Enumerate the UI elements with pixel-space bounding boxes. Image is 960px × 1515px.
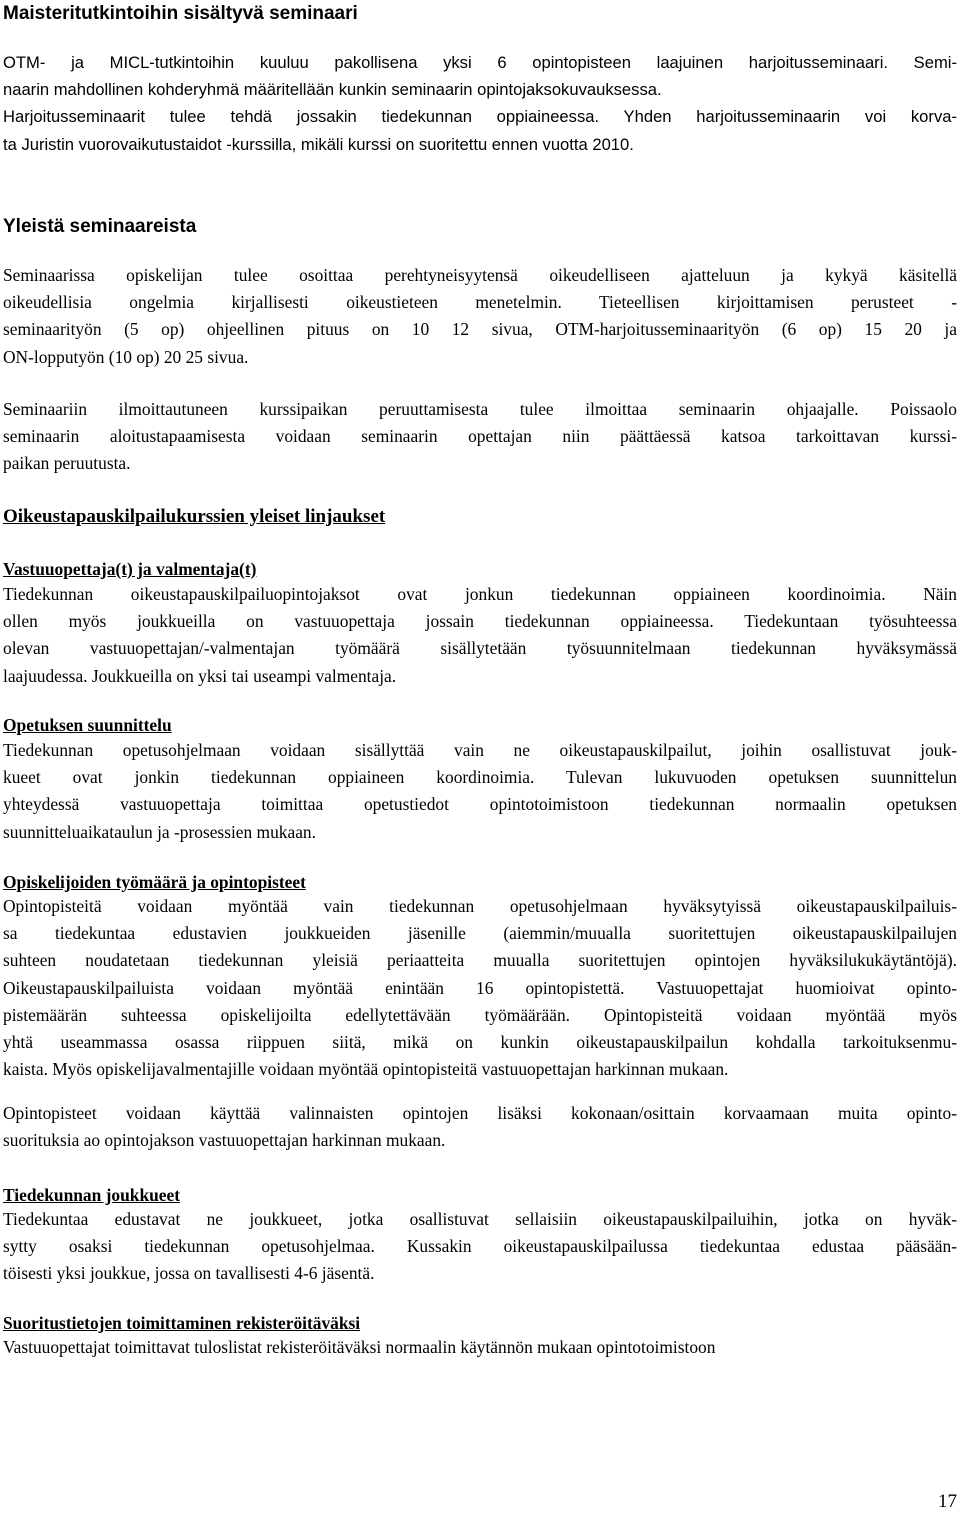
- text-line: yhteydessä vastuuopettaja toimittaa opetustiedot opintotoimistoon tiedekunnan normaalin opetuksen: [3, 794, 957, 815]
- subheading-suoritus: Suoritustietojen toimittaminen rekisteröitäväksi: [3, 1313, 361, 1333]
- text-line: Opintopisteet voidaan käyttää valinnaisten opintojen lisäksi kokonaan/osittain korvaamaan muita opinto-: [3, 1103, 957, 1123]
- vastuu-paragraph: [3, 581, 957, 690]
- text-line: laajuudessa. Joukkueilla on yksi tai useampi valmentaja.: [3, 665, 397, 686]
- text-line: Seminaarissa opiskelijan tulee osoittaa perehtyneisyytensä oikeudelliseen ajatteluun ja kykyä käsitellä: [3, 265, 957, 285]
- text-line: naarin mahdollinen kohderyhmä määritellään kunkin seminaarin opintojaksokuvauksessa.: [3, 80, 662, 100]
- yleista-paragraph-1: [3, 262, 957, 371]
- subheading-opetus: Opetuksen suunnittelu: [3, 715, 172, 735]
- text-line: sa tiedekuntaa edustavien joukkueiden jäsenille (aiemmin/muualla suoritettujen oikeustapauskilpailujen: [3, 923, 957, 944]
- text-line: pistemäärän suhteessa opiskelijoilta edellytettävään työmäärään. Opintopisteitä voidaan myöntää myös: [3, 1004, 957, 1025]
- section-title-seminaari: Maisteritutkintoihin sisältyvä seminaari: [3, 3, 358, 24]
- text-line: seminaarin aloitustapaamisesta voidaan seminaarin opettajan niin päättäessä katsoa tarkoittavan kurssi-: [3, 426, 957, 447]
- text-line: ON-lopputyön (10 op) 20 25 sivua.: [3, 346, 249, 367]
- text-line: OTM- ja MICL-tutkintoihin kuuluu pakollisena yksi 6 opintopisteen laajuinen harjoitusseminaari. Semi-: [3, 53, 957, 72]
- text-line: suhteen noudatetaan tiedekunnan yleisiä periaatteita muualla suoritettujen opintojen hyväksilukukäytäntöjä).: [3, 950, 957, 971]
- text-line: Harjoitusseminaarit tulee tehdä jossakin tiedekunnan oppiaineessa. Yhden harjoitusseminaarin voi korva-: [3, 107, 957, 127]
- opetus-paragraph: [3, 737, 957, 846]
- text-line: Vastuuopettajat toimittavat tuloslistat rekisteröitäväksi normaalin käytännön mukaan opintotoimistoon: [3, 1337, 716, 1357]
- text-line: kueet ovat jonkin tiedekunnan oppiaineen koordinoimia. Tulevan lukuvuoden opetuksen suunnittelun: [3, 767, 957, 788]
- text-line: Oikeustapauskilpailuista voidaan myöntää enintään 16 opintopistettä. Vastuuopettajat huomioivat opinto-: [3, 977, 957, 998]
- subheading-joukkueet: Tiedekunnan joukkueet: [3, 1185, 181, 1205]
- section-title-oikeustapaus: Oikeustapauskilpailukurssien yleiset linjaukset: [3, 506, 386, 527]
- text-line: töisesti yksi joukkue, jossa on tavallisesti 4-6 jäsentä.: [3, 1263, 375, 1284]
- text-line: ta Juristin vuorovaikutustaidot -kurssilla, mikäli kurssi on suoritettu ennen vuotta 2010.: [3, 134, 634, 154]
- seminaari-paragraph: [3, 49, 957, 158]
- text-line: Tiedekunnan oikeustapauskilpailuopintojaksot ovat jonkun tiedekunnan oppiaineen koordinoimia. Näin: [3, 584, 957, 604]
- text-line: suorituksia ao opintojakson vastuuopettajan harkinnan mukaan.: [3, 1130, 446, 1151]
- text-line: Seminaariin ilmoittautuneen kurssipaikan peruuttamisesta tulee ilmoittaa seminaarin ohjaajalle. Poissaolo: [3, 399, 957, 419]
- subheading-vastuu: Vastuuopettaja(t) ja valmentaja(t): [3, 559, 257, 579]
- tyomaara-paragraph-2: [3, 1100, 957, 1154]
- text-line: sytty osaksi tiedekunnan opetusohjelmaa. Kussakin oikeustapauskilpailussa tiedekuntaa edustaa pääsään-: [3, 1236, 957, 1257]
- text-line: Opintopisteitä voidaan myöntää vain tiedekunnan opetusohjelmaan hyväksytyissä oikeustapauskilpailuis-: [3, 896, 957, 916]
- section-title-yleista: Yleistä seminaareista: [3, 216, 197, 237]
- text-line: suunnitteluaikataulun ja -prosessien mukaan.: [3, 821, 316, 842]
- text-line: seminaarityön (5 op) ohjeellinen pituus on 10 12 sivua, OTM-harjoitusseminaarityön (6 op) 15 20 ja: [3, 319, 957, 340]
- text-line: kaista. Myös opiskelijavalmentajille voidaan myöntää opintopisteitä vastuuopettajan harkinnan mukaan.: [3, 1059, 729, 1080]
- tyomaara-paragraph: [3, 893, 957, 1083]
- text-line: paikan peruutusta.: [3, 453, 131, 474]
- text-line: olevan vastuuopettajan/-valmentajan työmäärä sisällytetään työsuunnitelmaan tiedekunnan hyväksymässä: [3, 638, 957, 659]
- text-line: Tiedekuntaa edustavat ne joukkueet, jotka osallistuvat sellaisiin oikeustapauskilpailuihin, jotka on hyväk-: [3, 1209, 957, 1229]
- text-line: oikeudellisia ongelmia kirjallisesti oikeustieteen menetelmin. Tieteellisen kirjoittamisen perusteet -: [3, 292, 957, 313]
- text-line: ollen myös joukkueilla on vastuuopettaja jossain tiedekunnan oppiaineessa. Tiedekuntaan työsuhteessa: [3, 611, 957, 632]
- text-line: Tiedekunnan opetusohjelmaan voidaan sisällyttää vain ne oikeustapauskilpailut, joihin osallistuvat jouk-: [3, 740, 957, 760]
- text-line: yhtä useammassa osassa riippuen siitä, mikä on kunkin oikeustapauskilpailun kohdalla tarkoituksenmu-: [3, 1031, 957, 1052]
- yleista-paragraph-2: [3, 396, 957, 478]
- joukkueet-paragraph: [3, 1206, 957, 1288]
- subheading-tyomaara: Opiskelijoiden työmäärä ja opintopisteet: [3, 872, 306, 892]
- suoritus-paragraph: [3, 1334, 957, 1361]
- page-number: 17: [938, 1491, 957, 1512]
